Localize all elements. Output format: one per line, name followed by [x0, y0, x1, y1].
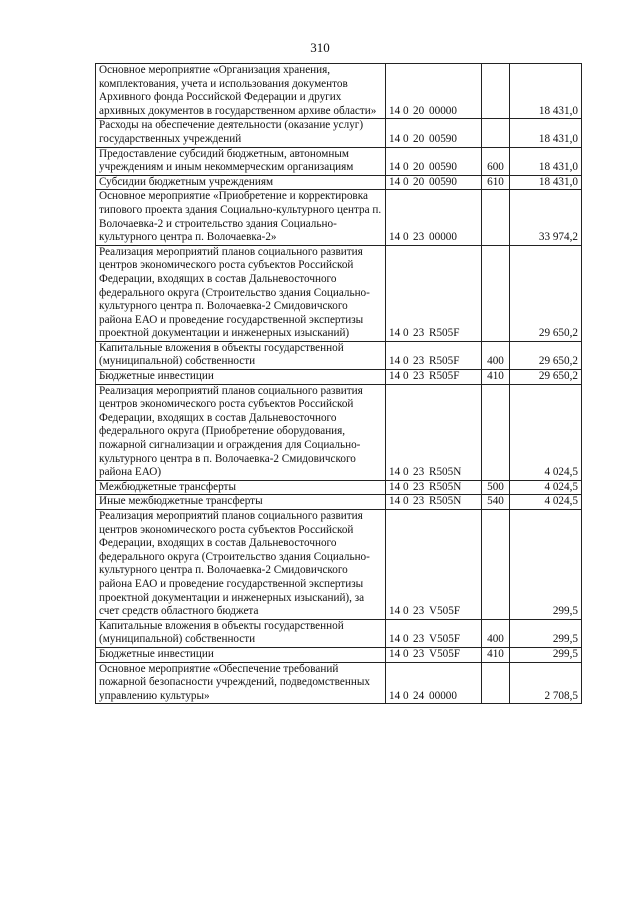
- code-part-4: R505N: [429, 495, 462, 508]
- code-part-3: 23: [413, 355, 425, 368]
- row-expense-type-cell: 400: [482, 619, 510, 647]
- row-amount-cell: 29 650,2: [510, 245, 582, 341]
- row-code-cell: [386, 370, 482, 385]
- code-part-3: 20: [413, 104, 425, 117]
- table-row: [96, 147, 582, 175]
- row-expense-type-cell: 500: [482, 480, 510, 495]
- row-name-cell: Основное мероприятие «Обеспечение требований пожарной безопасности учреждений, подведомственных управлению культуры»: [96, 662, 386, 704]
- row-expense-type-cell: [482, 64, 510, 119]
- row-expense-type-cell: [482, 510, 510, 620]
- row-amount-cell: 2 708,5: [510, 662, 582, 704]
- code-part-3: 23: [413, 327, 425, 340]
- table-row: [96, 662, 582, 704]
- code-part-2: 0: [403, 104, 409, 117]
- row-expense-type-cell: [482, 384, 510, 480]
- code-part-4: R505F: [429, 355, 460, 368]
- code-part-2: 0: [403, 466, 409, 479]
- table-row: [96, 190, 582, 245]
- row-amount-cell: 299,5: [510, 619, 582, 647]
- row-expense-type-cell: [482, 245, 510, 341]
- row-name-cell: Капитальные вложения в объекты государственной (муниципальной) собственности: [96, 619, 386, 647]
- row-expense-type-cell: 410: [482, 647, 510, 662]
- code-part-4: V505F: [429, 605, 461, 618]
- row-expense-type-cell: 540: [482, 495, 510, 510]
- row-amount-cell: 4 024,5: [510, 480, 582, 495]
- code-part-2: 0: [403, 355, 409, 368]
- code-part-1: 14: [389, 466, 401, 479]
- code-part-2: 0: [403, 132, 409, 145]
- code-part-3: 20: [413, 132, 425, 145]
- code-part-3: 23: [413, 605, 425, 618]
- row-name-cell: Капитальные вложения в объекты государственной (муниципальной) собственности: [96, 341, 386, 369]
- table-row: [96, 341, 582, 369]
- code-part-2: 0: [403, 689, 409, 702]
- row-code-cell: [386, 245, 482, 341]
- code-part-1: 14: [389, 633, 401, 646]
- row-name-cell: Основное мероприятие «Приобретение и корректировка типового проекта здания Социально-культурного центра п. Волочаевка-2 и строительство здания Социально-культурного центра п. Волочаевка-2»: [96, 190, 386, 245]
- row-expense-type-cell: [482, 119, 510, 147]
- code-part-4: V505F: [429, 647, 461, 660]
- code-part-2: 0: [403, 327, 409, 340]
- row-code-cell: [386, 662, 482, 704]
- code-part-4: 00590: [429, 175, 457, 188]
- row-expense-type-cell: 410: [482, 370, 510, 385]
- code-part-2: 0: [403, 605, 409, 618]
- row-code-cell: [386, 147, 482, 175]
- code-part-3: 23: [413, 495, 425, 508]
- row-code-cell: [386, 480, 482, 495]
- code-part-1: 14: [389, 480, 401, 493]
- row-amount-cell: 4 024,5: [510, 495, 582, 510]
- code-part-2: 0: [403, 495, 409, 508]
- code-part-1: 14: [389, 495, 401, 508]
- row-amount-cell: 18 431,0: [510, 119, 582, 147]
- code-part-1: 14: [389, 370, 401, 383]
- code-part-2: 0: [403, 231, 409, 244]
- row-expense-type-cell: 610: [482, 175, 510, 190]
- row-name-cell: Основное мероприятие «Организация хранения, комплектования, учета и использования документов Архивного фонда Российской Федерации и других архивных документов в государственном архиве области»: [96, 64, 386, 119]
- budget-table-body: [96, 64, 582, 704]
- row-name-cell: Предоставление субсидий бюджетным, автономным учреждениям и иным некоммерческим организациям: [96, 147, 386, 175]
- budget-table: [95, 63, 582, 704]
- table-row: [96, 384, 582, 480]
- row-expense-type-cell: [482, 662, 510, 704]
- row-code-cell: [386, 175, 482, 190]
- code-part-3: 23: [413, 647, 425, 660]
- row-amount-cell: 33 974,2: [510, 190, 582, 245]
- row-code-cell: [386, 647, 482, 662]
- table-row: [96, 619, 582, 647]
- table-row: [96, 647, 582, 662]
- row-name-cell: Реализация мероприятий планов социального развития центров экономического роста субъектов Российской Федерации, входящих в состав Дальневосточного федерального округа (Строительство здания Социально-культурного центра п. Волочаевка-2 Смидовичского района ЕАО и проведение государственной экспертизы проектной документации и инженерных изысканий): [96, 245, 386, 341]
- code-part-1: 14: [389, 231, 401, 244]
- code-part-4: 00000: [429, 231, 457, 244]
- code-part-4: R505F: [429, 327, 460, 340]
- code-part-1: 14: [389, 104, 401, 117]
- code-part-3: 23: [413, 231, 425, 244]
- table-row: [96, 495, 582, 510]
- code-part-1: 14: [389, 132, 401, 145]
- code-part-4: V505F: [429, 633, 461, 646]
- row-name-cell: Реализация мероприятий планов социального развития центров экономического роста субъектов Российской Федерации, входящих в состав Дальневосточного федерального округа (Приобретение оборудования, пожарной сигнализации и ограждения для Социально-культурного центра в п. Волочаевка-2 Смидовичского района ЕАО): [96, 384, 386, 480]
- page-number: 310: [310, 40, 330, 55]
- code-part-3: 23: [413, 466, 425, 479]
- row-expense-type-cell: 600: [482, 147, 510, 175]
- row-amount-cell: 18 431,0: [510, 64, 582, 119]
- code-part-2: 0: [403, 633, 409, 646]
- row-name-cell: Субсидии бюджетным учреждениям: [96, 175, 386, 190]
- code-part-2: 0: [403, 161, 409, 174]
- row-name-cell: Бюджетные инвестиции: [96, 370, 386, 385]
- row-code-cell: [386, 119, 482, 147]
- code-part-1: 14: [389, 175, 401, 188]
- row-name-cell: Реализация мероприятий планов социального развития центров экономического роста субъектов Российской Федерации, входящих в состав Дальневосточного федерального округа (Строительство здания Социально-культурного центра п. Волочаевка-2 Смидовичского района ЕАО и проведение государственной экспертизы проектной документации и инженерных изысканий), за счет средств областного бюджета: [96, 510, 386, 620]
- code-part-1: 14: [389, 689, 401, 702]
- code-part-3: 20: [413, 175, 425, 188]
- code-part-3: 23: [413, 370, 425, 383]
- code-part-3: 23: [413, 633, 425, 646]
- code-part-2: 0: [403, 175, 409, 188]
- row-amount-cell: 18 431,0: [510, 175, 582, 190]
- row-amount-cell: 29 650,2: [510, 370, 582, 385]
- table-row: [96, 510, 582, 620]
- table-row: [96, 245, 582, 341]
- row-code-cell: [386, 341, 482, 369]
- code-part-1: 14: [389, 161, 401, 174]
- code-part-1: 14: [389, 355, 401, 368]
- code-part-4: 00000: [429, 689, 457, 702]
- code-part-4: R505F: [429, 370, 460, 383]
- code-part-4: R505N: [429, 480, 462, 493]
- row-code-cell: [386, 619, 482, 647]
- code-part-1: 14: [389, 327, 401, 340]
- table-row: [96, 175, 582, 190]
- code-part-2: 0: [403, 370, 409, 383]
- code-part-4: 00000: [429, 104, 457, 117]
- row-amount-cell: 29 650,2: [510, 341, 582, 369]
- row-name-cell: Иные межбюджетные трансферты: [96, 495, 386, 510]
- row-expense-type-cell: 400: [482, 341, 510, 369]
- code-part-3: 23: [413, 480, 425, 493]
- code-part-4: R505N: [429, 466, 462, 479]
- table-row: [96, 119, 582, 147]
- row-name-cell: Бюджетные инвестиции: [96, 647, 386, 662]
- row-amount-cell: 299,5: [510, 510, 582, 620]
- table-row: [96, 480, 582, 495]
- table-row: [96, 64, 582, 119]
- row-code-cell: [386, 64, 482, 119]
- row-code-cell: [386, 510, 482, 620]
- table-row: [96, 370, 582, 385]
- code-part-1: 14: [389, 605, 401, 618]
- row-amount-cell: 299,5: [510, 647, 582, 662]
- row-expense-type-cell: [482, 190, 510, 245]
- code-part-3: 24: [413, 689, 425, 702]
- code-part-2: 0: [403, 480, 409, 493]
- code-part-4: 00590: [429, 161, 457, 174]
- row-code-cell: [386, 190, 482, 245]
- code-part-1: 14: [389, 647, 401, 660]
- row-code-cell: [386, 384, 482, 480]
- row-amount-cell: 4 024,5: [510, 384, 582, 480]
- row-code-cell: [386, 495, 482, 510]
- row-name-cell: Расходы на обеспечение деятельности (оказание услуг) государственных учреждений: [96, 119, 386, 147]
- row-amount-cell: 18 431,0: [510, 147, 582, 175]
- row-name-cell: Межбюджетные трансферты: [96, 480, 386, 495]
- code-part-2: 0: [403, 647, 409, 660]
- code-part-3: 20: [413, 161, 425, 174]
- code-part-4: 00590: [429, 132, 457, 145]
